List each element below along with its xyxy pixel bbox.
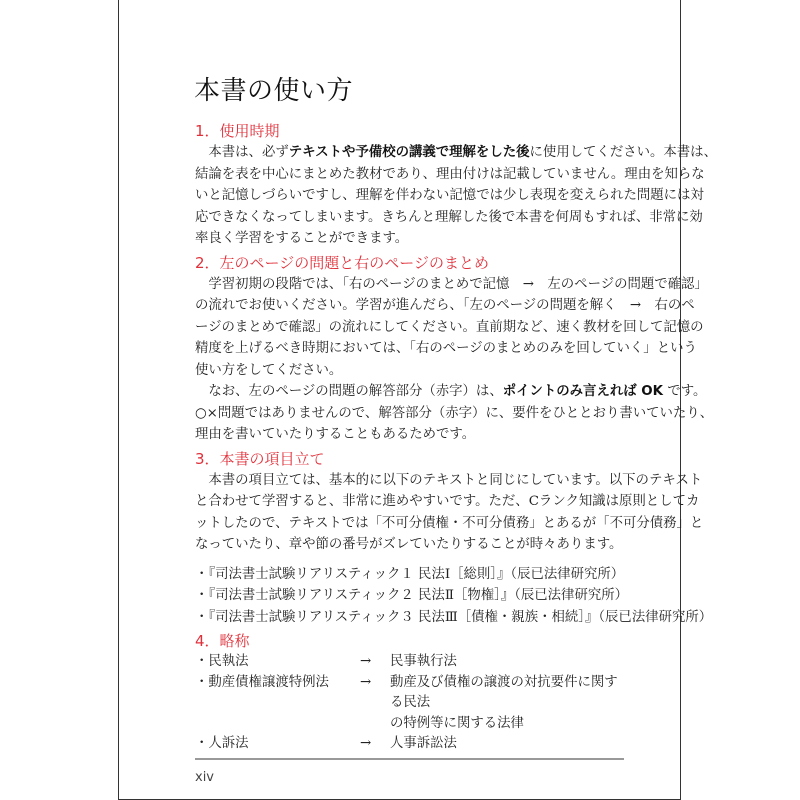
abbreviation-full-line: の特例等に関する法律	[390, 715, 524, 731]
section-usage-timing	[195, 121, 717, 250]
text-segment: の流れでお使いください。学習が進んだら、「左のページの問題を解く → 右のペ	[195, 298, 695, 313]
section-structure	[195, 449, 713, 629]
book-list-item: ・『司法書士試験リアリスティック２ 民法Ⅱ［物権］』（辰已法律研究所）	[195, 588, 629, 603]
text-segment: と合わせて学習すると、非常に進めやすいです。ただ、Cランク知識は原則としてカ	[195, 494, 700, 509]
abbreviation-full	[390, 652, 622, 673]
text-line	[195, 228, 622, 250]
text-line	[195, 513, 704, 535]
abbreviation-full-line: 人事訴訟法	[390, 736, 457, 751]
abbreviation-full	[390, 734, 622, 755]
section-heading: 4．略称	[195, 632, 250, 650]
section-left-right-pages	[195, 253, 714, 446]
text-segment: に使用してください。本書は、	[529, 145, 717, 160]
arrow-icon: →	[360, 736, 372, 751]
page-title: 本書の使い方	[194, 76, 354, 106]
emphasis-text: テキストや予備校の講義で理解をした後	[288, 145, 530, 160]
text-segment: ージのまとめで確認」の流れにしてください。直前期など、速く教材を回して記憶の	[195, 319, 704, 335]
abbreviation-short: ・動産債権譲渡特例法	[195, 674, 329, 690]
text-segment: 本書の項目立ては、基本的に以下のテキストと同じにしています。以下のテキスト	[195, 472, 703, 488]
text-line	[195, 338, 697, 360]
text-segment: 本書は、必ず	[195, 145, 289, 160]
text-line	[195, 403, 714, 425]
text-segment: 精度を上げるべき時期においては、「右のページのまとめのみを回していく」という	[195, 341, 697, 356]
text-line	[195, 295, 695, 317]
divider	[195, 758, 624, 760]
page-body	[195, 121, 717, 786]
text-line	[195, 360, 622, 382]
abbreviation-row	[195, 734, 622, 755]
section-abbreviations	[195, 631, 622, 755]
abbreviation-full-line: 動産及び債権の譲渡の対抗要件に関する民法	[390, 674, 618, 710]
text-segment: なお、左のページの問題の解答部分（赤字）は、	[195, 384, 503, 399]
spacer	[195, 556, 622, 564]
book-list-item: ・『司法書士試験リアリスティック１ 民法Ⅰ［総則］』（辰已法律研究所）	[195, 566, 625, 582]
abbreviation-short: ・民執法	[195, 654, 249, 669]
text-line	[195, 274, 708, 296]
abbreviation-short: ・人訴法	[195, 736, 249, 751]
page-number: xiv	[195, 769, 214, 785]
text-line	[195, 381, 707, 403]
abbreviation-row	[195, 673, 622, 735]
text-line	[195, 491, 700, 513]
text-segment: 応できなくなってしまいます。きちんと理解した後で本書を何周もすれば、非常に効	[195, 209, 703, 225]
text-line	[195, 142, 717, 164]
section-heading: 1．使用時期	[195, 122, 280, 140]
text-segment: 理由を書いていたりすることもあるためです。	[195, 427, 476, 442]
section-heading: 2．左のページの問題と右のページのまとめ	[195, 253, 489, 272]
text-segment: 学習初期の段階では、「右のページのまとめで記憶 → 左のページの問題で確認」	[195, 276, 708, 292]
abbreviation-row	[195, 652, 622, 673]
text-line	[195, 317, 704, 339]
section-heading: 3．本書の項目立て	[195, 449, 325, 468]
text-segment: なっていたり、章や節の番号がズレていたりすることが時々あります。	[195, 537, 623, 552]
abbreviation-full-line: 民事執行法	[390, 654, 457, 669]
text-line	[195, 164, 705, 186]
arrow-icon: →	[360, 654, 372, 669]
text-line	[195, 185, 704, 207]
text-segment: 率良く学習をすることができます。	[195, 231, 409, 246]
text-segment: 結論を表を中心にまとめた教材であり、理由付けは記載していません。理由を知らな	[195, 166, 705, 182]
text-line	[195, 534, 622, 556]
text-line	[195, 207, 703, 229]
emphasis-text: ポイントのみ言えれば OK	[502, 384, 664, 399]
text-line	[195, 470, 703, 492]
text-segment: ットしたので、テキストでは「不可分債権・不可分債務」とあるが「不可分債務」と	[195, 515, 704, 531]
arrow-icon: →	[360, 674, 372, 690]
text-line	[195, 424, 622, 446]
text-segment: いと記憶しづらいですし、理解を伴わない記憶では少し表現を変えられた問題には対	[195, 188, 704, 203]
text-segment: 使い方をしてください。	[195, 362, 343, 378]
book-list-item: ・『司法書士試験リアリスティック３ 民法Ⅲ［債権・親族・相続］』（辰已法律研究所）	[195, 609, 713, 625]
text-segment: です。	[663, 384, 707, 399]
text-segment: ○×問題ではありませんので、解答部分（赤字）に、要件をひととおり書いていたり、	[195, 405, 714, 421]
abbreviation-full	[390, 673, 622, 735]
